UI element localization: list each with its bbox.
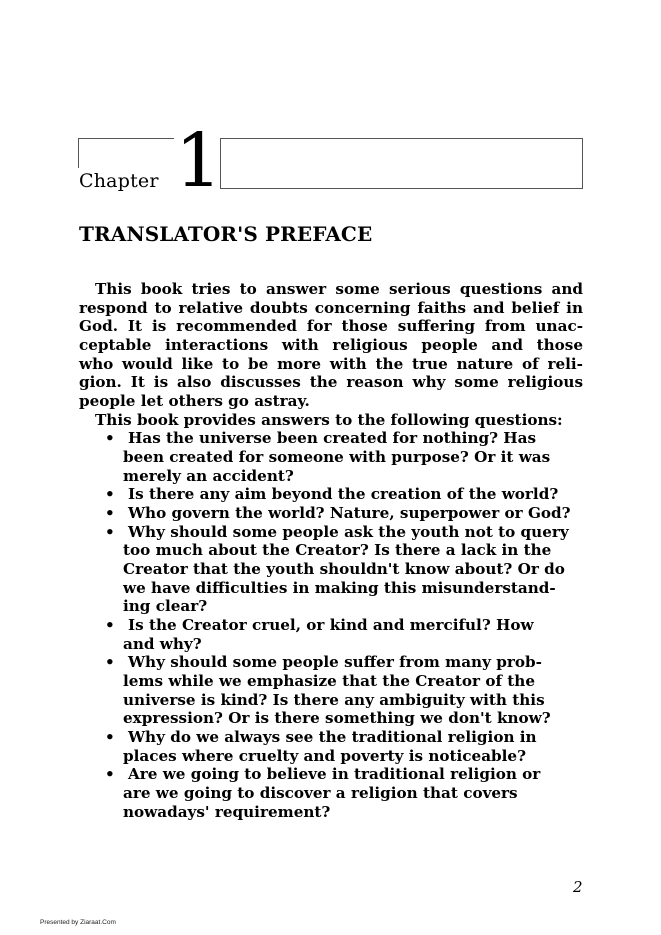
chapter-number: 1 xyxy=(175,118,223,204)
bullet-icon: • xyxy=(105,429,115,448)
question-line: we have difficulties in making this misunderstand- xyxy=(123,578,556,597)
question-list xyxy=(79,429,583,821)
question-line: and why? xyxy=(123,634,202,653)
question-line: expression? Or is there something we don't know? xyxy=(123,709,551,728)
question-line: nowadays' requirement? xyxy=(123,802,331,821)
intro-paragraph xyxy=(79,280,583,411)
question-text: Is the Creator cruel, or kind and merciful? How xyxy=(128,616,534,635)
paragraph-line: This book tries to answer some serious questions and xyxy=(95,280,583,298)
question-text: Why should some people ask the youth not to query xyxy=(128,522,569,541)
body-text xyxy=(79,280,583,821)
question-first-line xyxy=(79,765,583,784)
question-first-line xyxy=(79,429,583,448)
bullet-icon: • xyxy=(105,653,115,672)
footer-credit: Presented by Ziaraat.Com xyxy=(40,919,116,926)
paragraph-line: gion. It is also discusses the reason why some religious xyxy=(79,373,583,392)
question-line: Creator that the youth shouldn't know about? Or do xyxy=(123,560,565,579)
question-text: Has the universe been created for nothing? Has xyxy=(128,429,537,448)
bullet-icon: • xyxy=(105,765,115,784)
question-first-line xyxy=(79,653,583,672)
question-line: been created for someone with purpose? Or it was xyxy=(123,448,551,467)
paragraph-line: God. It is recommended for those suffering from unac- xyxy=(79,317,583,336)
question-item xyxy=(79,728,583,765)
paragraph-line: respond to relative doubts concerning faiths and belief in xyxy=(79,298,583,317)
question-item xyxy=(79,765,583,821)
paragraph-line: ceptable interactions with religious people and those xyxy=(79,336,583,355)
question-item xyxy=(79,616,583,653)
question-text: Who govern the world? Nature, superpower or God? xyxy=(128,504,571,523)
question-first-line xyxy=(79,728,583,747)
chapter-frame-box xyxy=(220,138,583,189)
paragraph-line: who would like to be more with the true nature of reli- xyxy=(79,354,583,373)
question-item xyxy=(79,653,583,728)
section-title: TRANSLATOR'S PREFACE xyxy=(79,222,373,246)
question-line: merely an accident? xyxy=(123,466,294,485)
question-line: too much about the Creator? Is there a lack in the xyxy=(123,541,552,560)
chapter-frame-left xyxy=(78,138,174,168)
paragraph-line: people let others go astray. xyxy=(79,392,310,411)
questions-intro: This book provides answers to the following questions: xyxy=(95,410,563,429)
question-line: universe is kind? Is there any ambiguity with this xyxy=(123,690,545,709)
bullet-icon: • xyxy=(105,616,115,635)
question-text: Are we going to believe in traditional religion or xyxy=(128,765,541,784)
question-item xyxy=(79,485,583,504)
question-line: lems while we emphasize that the Creator of the xyxy=(123,672,536,691)
question-text: Why do we always see the traditional religion in xyxy=(128,728,537,747)
question-first-line xyxy=(79,523,583,542)
question-line: ing clear? xyxy=(123,597,208,616)
question-item xyxy=(79,523,583,616)
question-first-line xyxy=(79,485,583,504)
question-line: are we going to discover a religion that covers xyxy=(123,784,518,803)
question-text: Is there any aim beyond the creation of the world? xyxy=(128,485,559,504)
bullet-icon: • xyxy=(105,504,115,523)
page-number: 2 xyxy=(573,878,583,896)
chapter-label: Chapter xyxy=(79,170,159,192)
question-first-line xyxy=(79,616,583,635)
question-first-line xyxy=(79,504,583,523)
question-item xyxy=(79,504,583,523)
bullet-icon: • xyxy=(105,728,115,747)
question-text: Why should some people suffer from many prob- xyxy=(128,653,542,672)
bullet-icon: • xyxy=(105,522,115,541)
bullet-icon: • xyxy=(105,485,115,504)
question-line: places where cruelty and poverty is noticeable? xyxy=(123,746,526,765)
question-item xyxy=(79,429,583,485)
